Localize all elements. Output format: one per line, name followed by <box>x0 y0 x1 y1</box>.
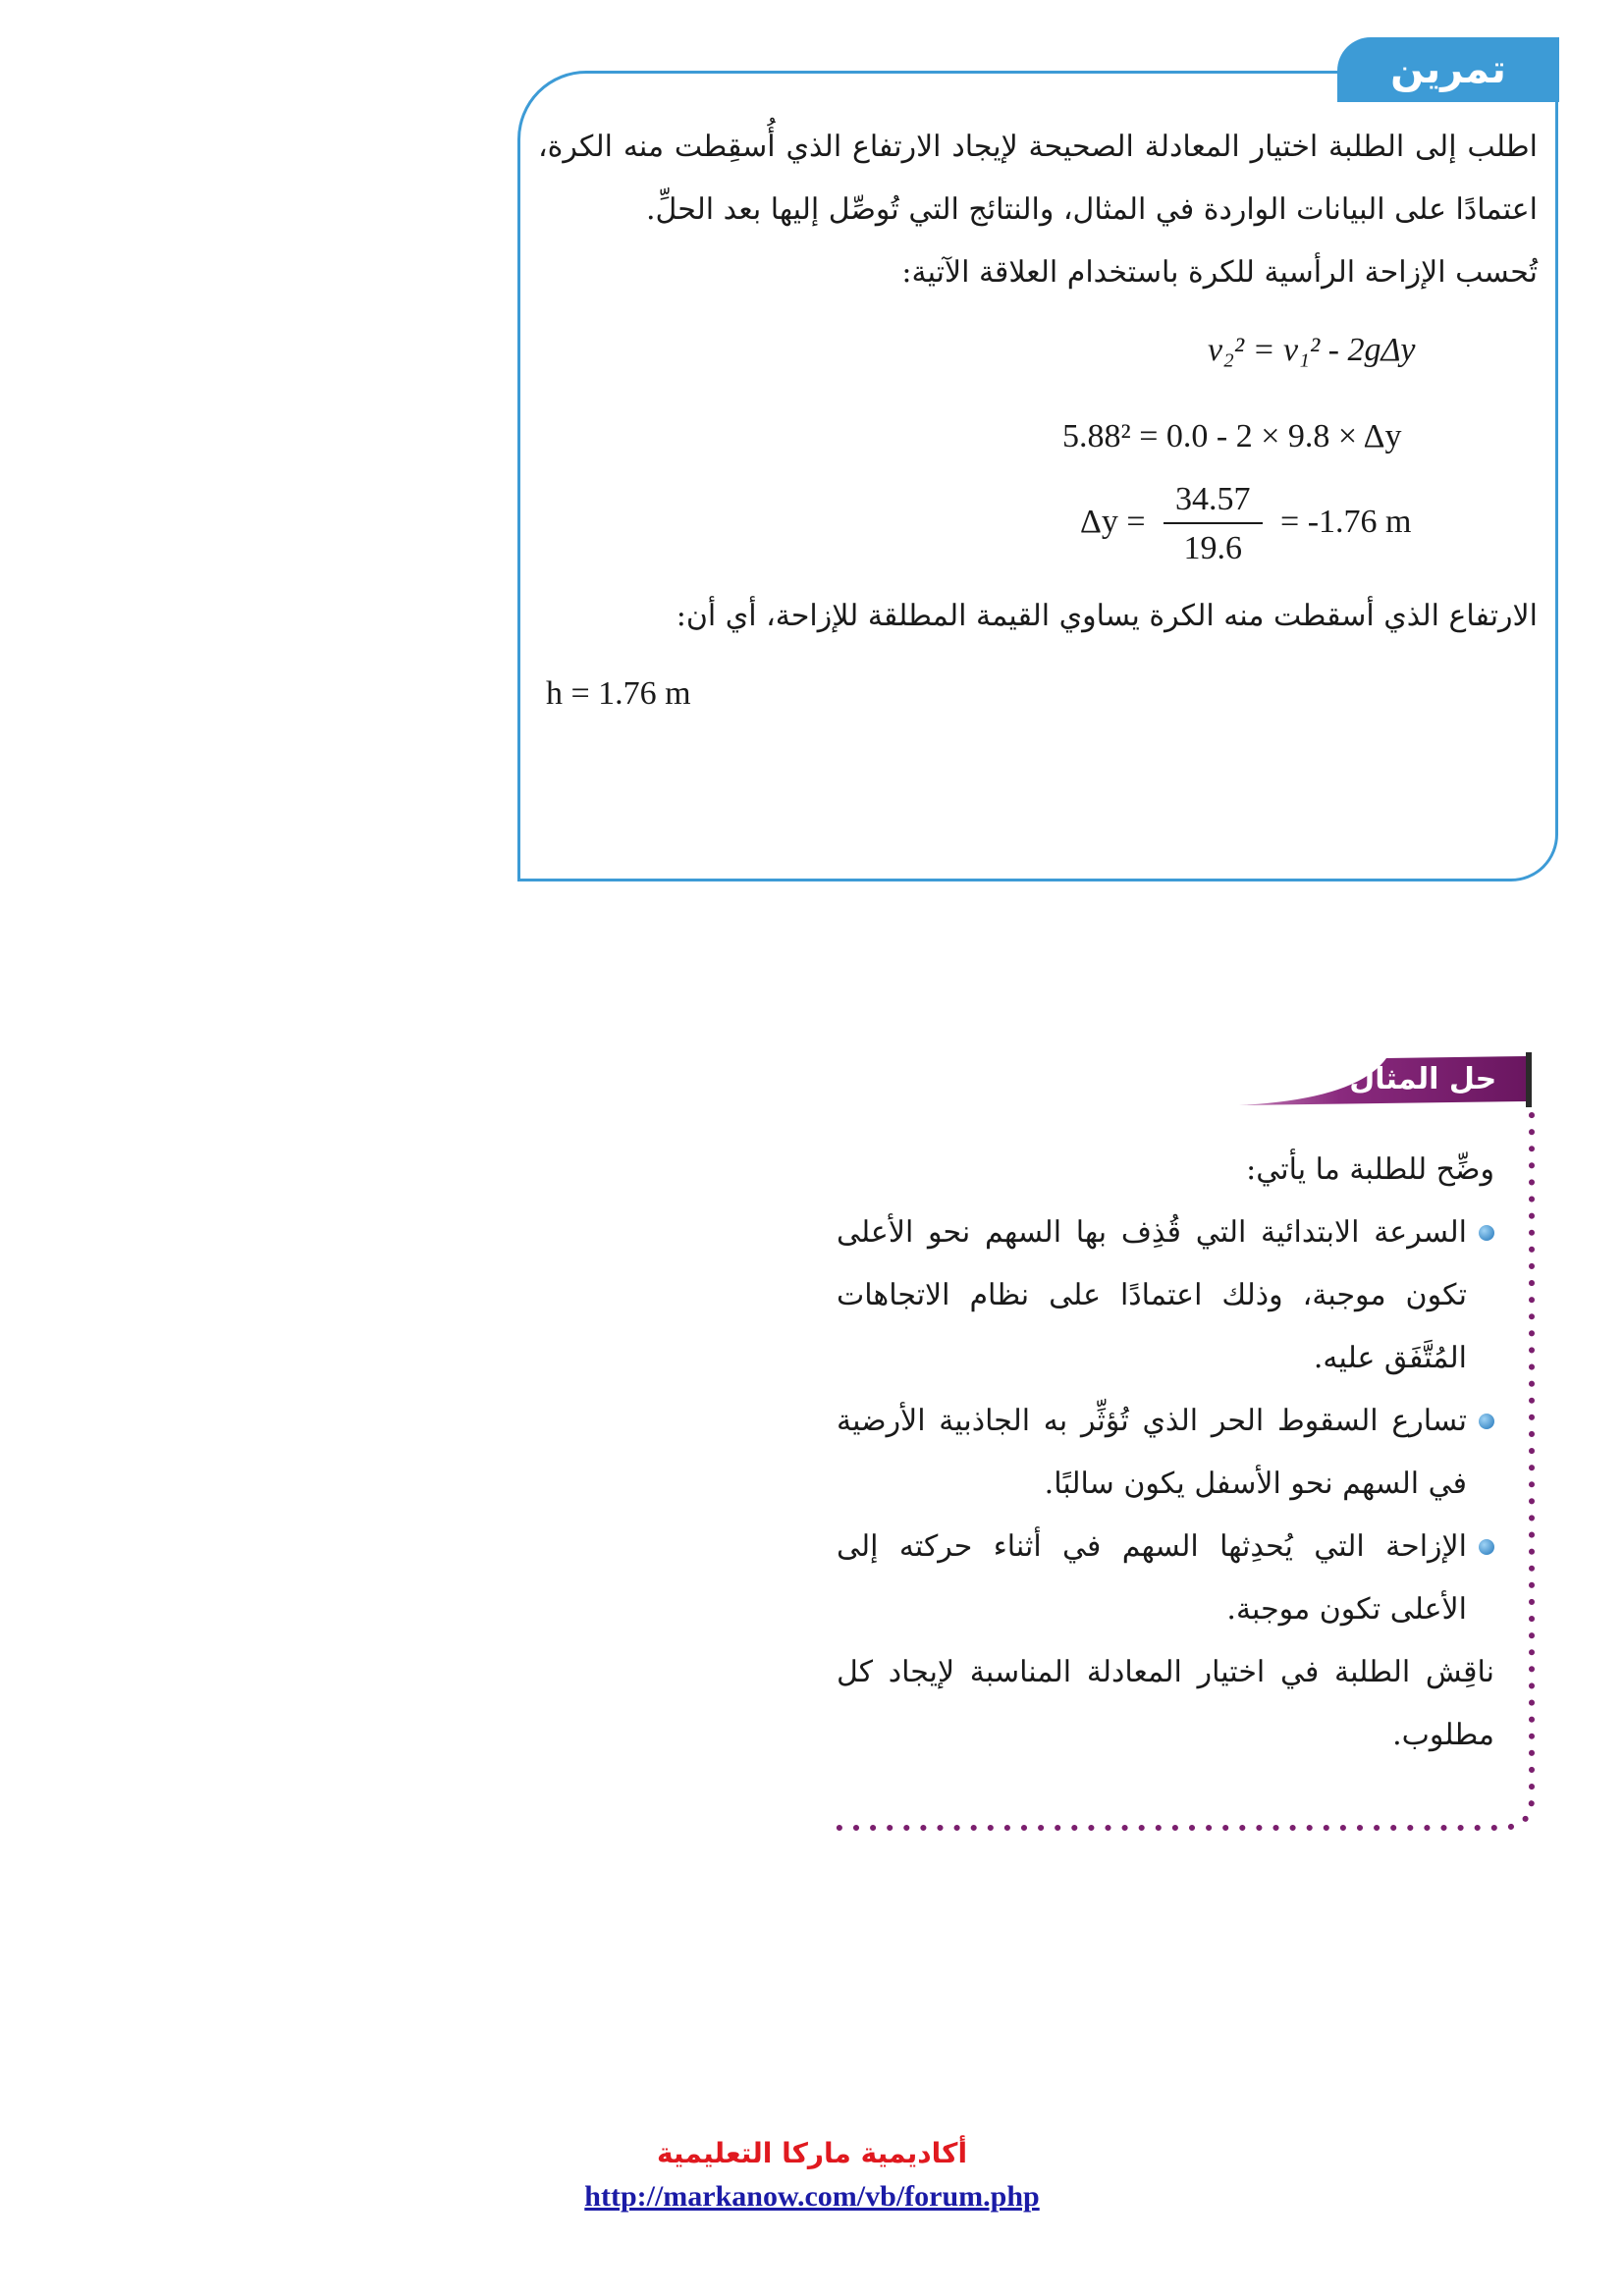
solution-bullet <box>837 1516 1494 1641</box>
solution-discussion: ناقِش الطلبة في اختيار المعادلة المناسبة لإيجاد كل مطلوب. <box>837 1655 1494 1752</box>
fraction-denominator: 19.6 <box>1183 530 1243 566</box>
equation-fraction-rhs: = -1.76 m <box>1280 503 1412 540</box>
exercise-tab: تمرين <box>1337 37 1559 102</box>
exercise-relation-line: تُحسب الإزاحة الرأسية للكرة باستخدام العلاقة الآتية: <box>901 255 1538 290</box>
exercise-body <box>538 116 1538 304</box>
footer-link[interactable]: http://markanow.com/vb/forum.php <box>584 2180 1040 2213</box>
equation-fraction-lhs: Δy = <box>1080 503 1146 540</box>
solution-body <box>837 1139 1494 1767</box>
equation-kinematic: v₂² = v₁² - 2gΔy <box>1208 332 1416 368</box>
bullet-icon <box>1479 1225 1494 1241</box>
footer-academy-name: أكاديمية ماركا التعليمية <box>656 2137 968 2169</box>
equation-result: h = 1.76 m <box>546 675 691 712</box>
solution-bullet-text: تسارع السقوط الحر الذي تُؤثِّر به الجاذبية الأرضية في السهم نحو الأسفل يكون سالبًا. <box>837 1404 1467 1501</box>
solution-banner <box>1239 1048 1534 1109</box>
fraction-numerator: 34.57 <box>1164 481 1263 524</box>
solution-bullet-text: السرعة الابتدائية التي قُذِف بها السهم نحو الأعلى تكون موجبة، وذلك اعتمادًا على نظام الاتجاهات المُتَّفَق عليه. <box>837 1215 1467 1375</box>
solution-bullet <box>837 1201 1494 1390</box>
fraction <box>1164 481 1263 567</box>
bullet-icon <box>1479 1414 1494 1429</box>
exercise-intro: اطلب إلى الطلبة اختيار المعادلة الصحيحة لإيجاد الارتفاع الذي أُسقِطت منه الكرة، اعتمادًا على البيانات الواردة في المثال، والنتائج التي تُوصِّل إليها بعد الحلِّ. <box>538 130 1538 227</box>
footer <box>0 2132 1624 2218</box>
solution-bullet <box>837 1390 1494 1516</box>
exercise-conclusion: الارتفاع الذي أسقطت منه الكرة يساوي القيمة المطلقة للإزاحة، أي أن: <box>676 599 1538 633</box>
equation-fraction <box>1080 481 1412 567</box>
bullet-icon <box>1479 1539 1494 1555</box>
solution-title: حل المثال 11 <box>1298 1061 1497 1096</box>
solution-bullet-text: الإزاحة التي يُحدِثها السهم في أثناء حركته إلى الأعلى تكون موجبة. <box>837 1529 1467 1627</box>
equation-substitution: 5.88² = 0.0 - 2 × 9.8 × Δy <box>1062 418 1402 454</box>
solution-intro: وضِّح للطلبة ما يأتي: <box>1246 1152 1494 1187</box>
